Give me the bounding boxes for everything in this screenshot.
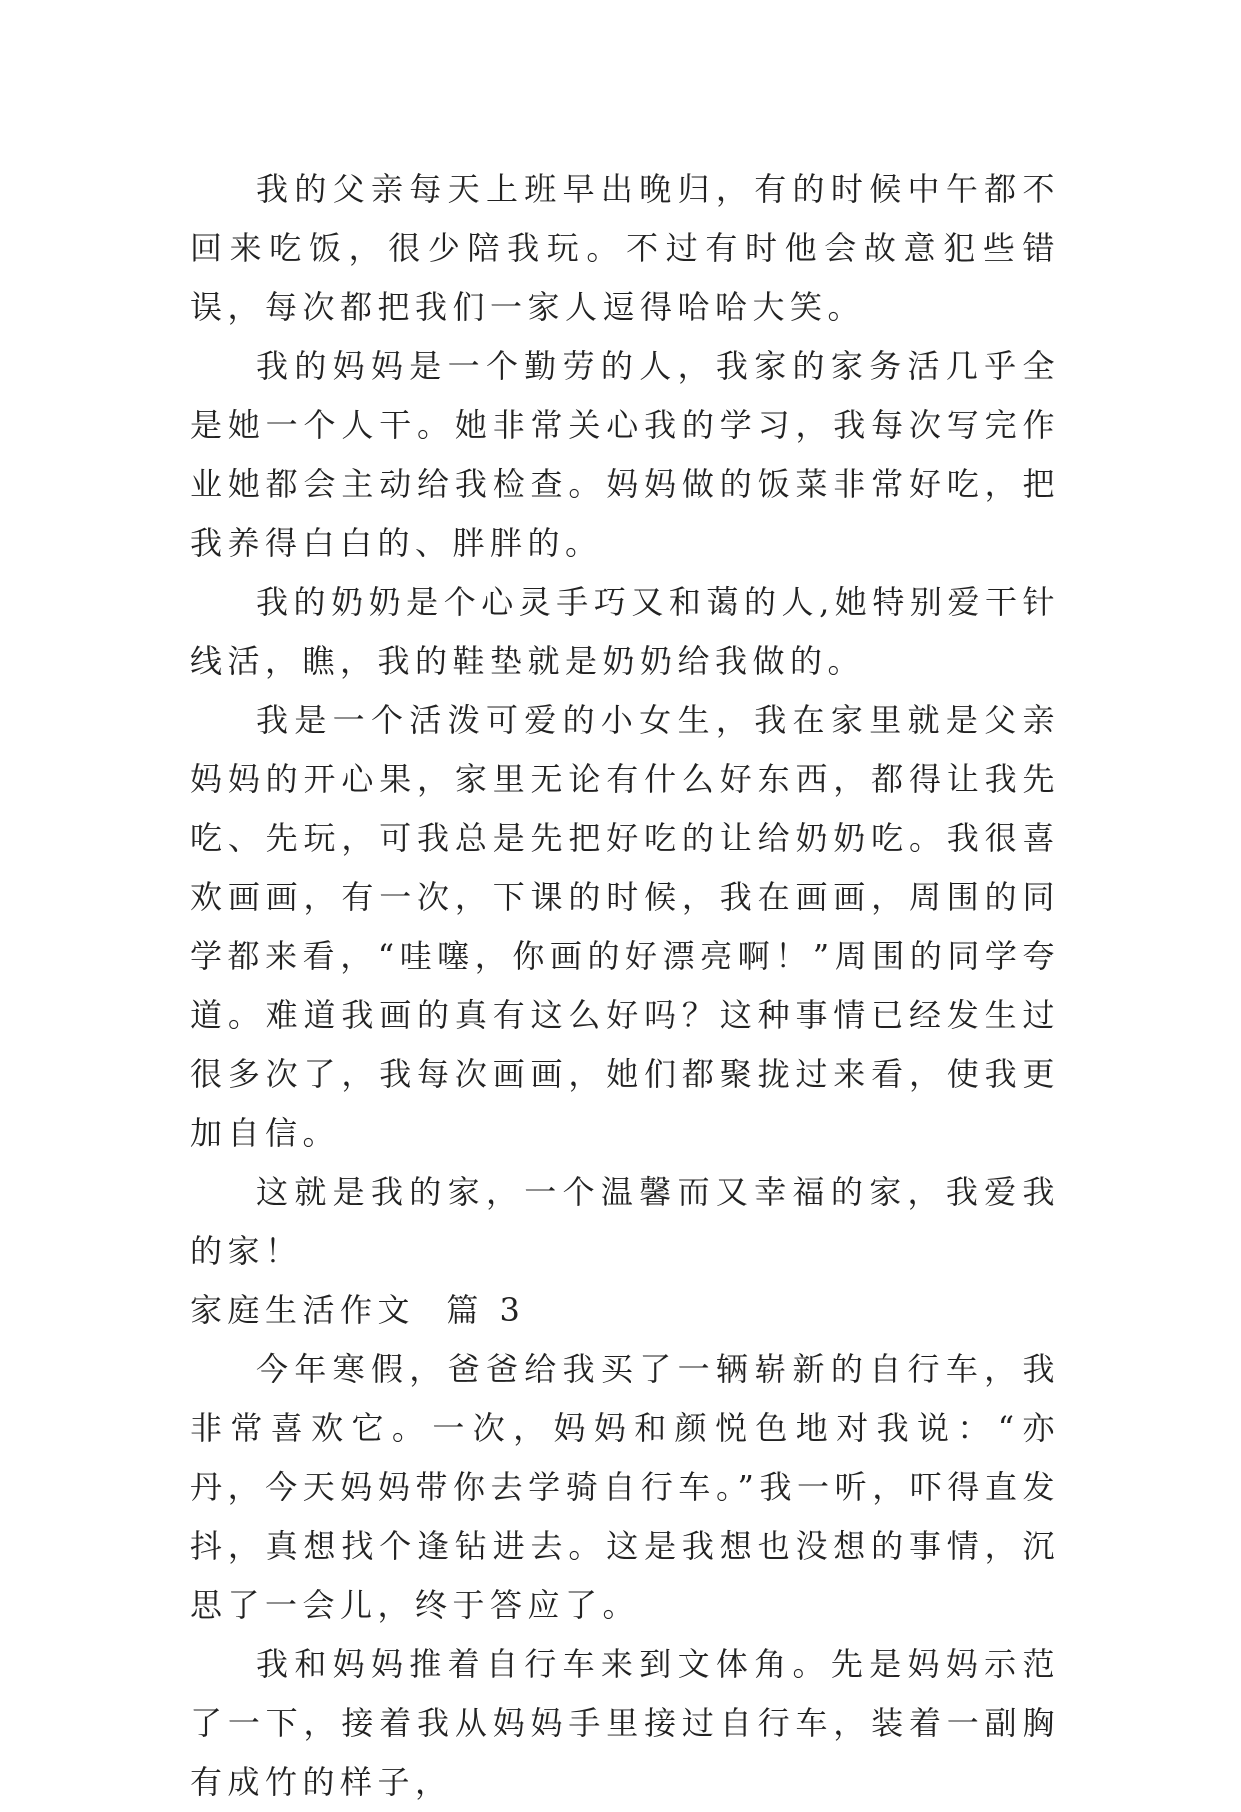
section-heading: 家庭生活作文 篇 3 [190,1291,526,1329]
paragraph-father: 我的父亲每天上班早出晚归，有的时候中午都不回来吃饭，很少陪我玩。不过有时他会故意犯些错误，每次都把我们一家人逗得哈哈大笑。 [190,170,1060,326]
paragraph-conclusion: 这就是我的家，一个温馨而又幸福的家，我爱我的家！ [190,1173,1060,1270]
paragraph-mother: 我的妈妈是一个勤劳的人，我家的家务活几乎全是她一个人干。她非常关心我的学习，我每次写完作业她都会主动给我检查。妈妈做的饭菜非常好吃，把我养得白白的、胖胖的。 [190,347,1060,562]
paragraph-bicycle-gift: 今年寒假，爸爸给我买了一辆崭新的自行车，我非常喜欢它。一次，妈妈和颜悦色地对我说：“亦丹，今天妈妈带你去学骑自行车。”我一听，吓得直发抖，真想找个逢钻进去。这是我想也没想的事情，沉思了一会儿，终于答应了。 [190,1350,1060,1624]
paragraph-bicycle-practice: 我和妈妈推着自行车来到文体角。先是妈妈示范了一下，接着我从妈妈手里接过自行车，装着一副胸有成竹的样子， [190,1645,1060,1801]
paragraph-self: 我是一个活泼可爱的小女生，我在家里就是父亲妈妈的开心果，家里无论有什么好东西，都得让我先吃、先玩，可我总是先把好吃的让给奶奶吃。我很喜欢画画，有一次，下课的时候，我在画画，周围的同学都来看，“哇噻，你画的好漂亮啊！”周围的同学夸道。难道我画的真有这么好吗？这种事情已经发生过很多次了，我每次画画，她们都聚拢过来看，使我更加自信。 [190,701,1060,1152]
paragraph-grandmother: 我的奶奶是个心灵手巧又和蔼的人,她特别爱干针线活，瞧，我的鞋垫就是奶奶给我做的。 [190,583,1060,680]
document-body [190,160,1060,1812]
